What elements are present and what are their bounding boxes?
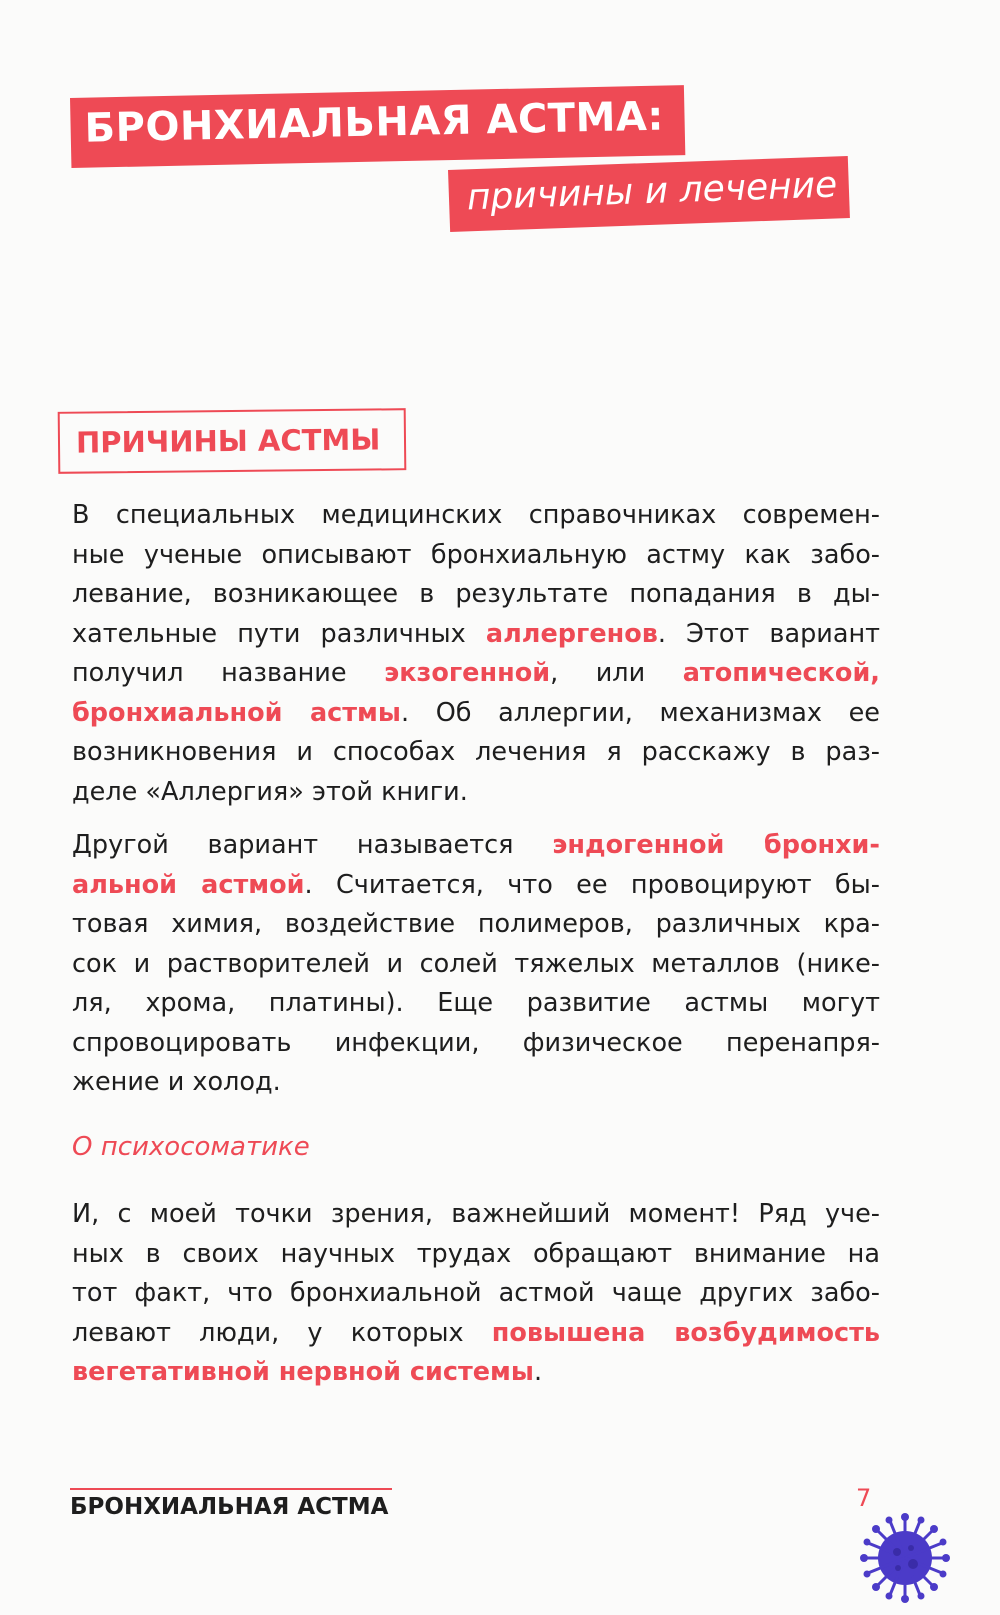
text-line: ля, хрома, платины). Еще развитие астмы могут: [72, 988, 880, 1018]
paragraph-1: [72, 496, 880, 812]
text-line: [72, 1314, 880, 1354]
page-title: БРОНХИАЛЬНАЯ АСТМА:: [84, 93, 665, 152]
section-heading-box: [58, 408, 407, 474]
footer-label: БРОНХИАЛЬНАЯ АСТМА: [70, 1494, 389, 1520]
text-line: деле «Аллергия» этой книги.: [72, 776, 468, 807]
text-line: левание, возникающее в результате попадания в ды-: [72, 579, 880, 609]
text-line: [72, 654, 880, 694]
text-line: [72, 615, 880, 655]
paragraph-2: [72, 826, 880, 1103]
text-span: .: [533, 1357, 543, 1387]
text-span: . Считается, что ее провоцируют бы-: [304, 869, 880, 900]
subheading-psychosomatics: О психосоматике: [72, 1132, 310, 1162]
text-span: получил название: [72, 658, 385, 688]
page-subtitle: причины и лечение: [466, 164, 838, 219]
highlight-term: атопической,: [682, 658, 880, 688]
highlight-term: повышена возбудимость: [491, 1317, 881, 1348]
text-span: Другой вариант называется: [72, 830, 553, 860]
text-line: возникновения и способах лечения я расскажу в раз-: [72, 737, 880, 767]
text-line: спровоцировать инфекции, физическое перенапря-: [72, 1027, 880, 1058]
text-line: жение и холод.: [72, 1067, 281, 1097]
text-span: . Об аллергии, механизмах ее: [400, 697, 880, 728]
text-line: сок и растворителей и солей тяжелых металлов (нике-: [72, 948, 880, 979]
virus-icon: [855, 1508, 955, 1608]
section-heading: ПРИЧИНЫ АСТМЫ: [75, 422, 381, 460]
highlight-term: эндогенной бронхи-: [552, 830, 881, 860]
footer-divider: [70, 1488, 392, 1490]
title-banner-main: [70, 85, 685, 168]
highlight-term: бронхиальной астмы: [72, 697, 401, 728]
text-line: ные ученые описывают бронхиальную астму как забо-: [72, 539, 880, 570]
page-number: 7: [856, 1484, 872, 1512]
text-line: В специальных медицинских справочниках современ-: [72, 500, 880, 530]
text-line: товая химия, воздействие полимеров, различных кра-: [72, 909, 880, 939]
text-line: [72, 826, 880, 866]
text-line: ных в своих научных трудах обращают внимание на: [72, 1238, 880, 1269]
text-line: [72, 866, 880, 906]
text-line: [72, 694, 880, 734]
highlight-term: альной астмой: [72, 869, 305, 900]
title-banner-sub: [448, 156, 850, 232]
text-span: хательные пути различных: [72, 618, 486, 649]
text-span: . Этот вариант: [657, 618, 880, 649]
text-span: , или: [550, 658, 683, 688]
text-span: левают люди, у которых: [72, 1317, 492, 1348]
highlight-term: вегетативной нервной системы: [72, 1357, 534, 1387]
highlight-term: аллергенов: [485, 618, 658, 649]
text-line: И, с моей точки зрения, важнейший момент! Ряд уче-: [72, 1199, 880, 1229]
highlight-term: экзогенной: [384, 658, 551, 688]
text-line: тот факт, что бронхиальной астмой чаще других забо-: [72, 1278, 880, 1308]
text-line: [72, 1353, 880, 1393]
paragraph-3: [72, 1195, 880, 1393]
